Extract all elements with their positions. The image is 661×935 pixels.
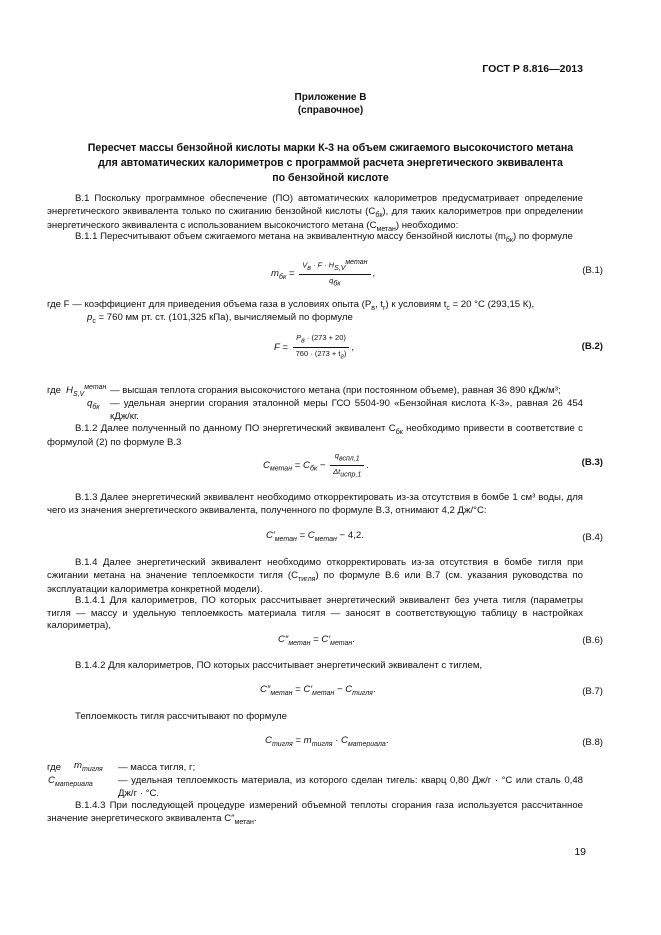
annex-label: Приложение В — [294, 92, 367, 103]
formula-b8: $C_{тигля} = m_{тигля} \cdot C_{материала}$. — [265, 735, 389, 748]
where-q-symbol: $q_{бк}$ — [87, 398, 100, 411]
paragraph-b142: В.1.4.2 Для калориметров, ПО которых рассчитывает энергетический эквивалент с тиглем, — [75, 660, 483, 671]
where-q-definition: — удельная энергии сгорания эталонной меры ГСО 5504-90 «Бензойная кислота К-3», равная 26 454 кДж/кг. — [110, 398, 583, 422]
where-c-symbol: $C_{материала}$ — [48, 775, 93, 788]
annex-title-line: для автоматических калориметров с программой расчета энергетического эквивалента — [98, 157, 563, 170]
formula-b1: $m_{бк}$ = $V_в \cdot F \cdot H_{S,V}^{метан}$ $q_{бк}$ , — [271, 259, 376, 288]
where-c-definition: — удельная теплоемкость материала, из которого сделан тигель: кварц 0,80 Дж/г · °С или сталь 0,48 Дж/г · °С. — [118, 775, 583, 799]
formula-b6: $C''_{метан} = C'_{метан}$. — [278, 634, 355, 647]
paragraph-b13: В.1.3 Далее энергетический эквивалент необходимо откорректировать из-за отсутствия в бомбе 1 см³ воды, для чего из значения энергетического эквивалента, полученного по формуле В.3, отнимают 4,2 Дж/°С: — [47, 492, 583, 516]
paragraph-b1: В.1 Поскольку программное обеспечение (ПО) автоматических калориметров предусматривает определение энергетического эквивалента только по сжиганию бензойной кислоты $(C_{бк})$, для таких калориметров при определении энергетического эквивалента с использованием высокочистого метана $(C_{метан})$ необходимо: — [47, 193, 583, 233]
annex-status: (справочное) — [297, 105, 364, 116]
formula-b7: $C''_{метан} = C'_{метан} - C_{тигля}$. — [260, 684, 376, 697]
equation-number: (В.2) — [581, 341, 603, 352]
equation-number: (В.6) — [582, 635, 603, 646]
page-number: 19 — [574, 846, 586, 858]
formula-b4: $C'_{метан} = C_{метан} - 4,2$. — [266, 530, 364, 543]
equation-number: (В.1) — [582, 265, 603, 276]
annex-title — [60, 141, 601, 186]
paragraph-b143: В.1.4.3 При последующей процедуре измерений объемной теплоты сгорания газа используется рассчитанное значение энергетического эквивалента $C''_{метан}$. — [47, 800, 583, 826]
where-m-label: где — [47, 762, 62, 773]
paragraph-heat-capacity: Теплоемкость тигля рассчитывают по формуле — [75, 711, 287, 722]
annex-title-line: Пересчет массы бензойной кислоты марки К-3 на объем сжигаемого высокочистого метана — [87, 142, 574, 154]
equation-number: (В.7) — [582, 686, 603, 697]
document-code: ГОСТ Р 8.816—2013 — [482, 63, 583, 75]
where-f: где F — коэффициент для приведения объема газа в условиях опыта ($P_в$, $t_г$) к условиям $t_с = 20$ °C (293,15 К), — [47, 299, 535, 312]
where-h-label: где — [47, 385, 62, 396]
equation-number: (В.8) — [582, 737, 603, 748]
formula-b3: $C_{метан} = C_{бк}$ − $q_{вспл,1}$ $\Delta t_{испр,1}$ . — [263, 451, 369, 479]
formula-b2: F = $P_в \cdot (273 + 20)$ $760 \cdot (273 + t_г)$ , — [274, 333, 355, 361]
where-f-line2: $p_с = 760$ мм рт. ст. (101,325 кПа), вычисляемый по формуле — [87, 312, 353, 325]
equation-number: (В.3) — [581, 457, 603, 468]
where-h-symbol: $H_{S,V}^{метан}$ — [66, 384, 107, 399]
paragraph-b12: В.1.2 Далее полученный по данному ПО энергетический эквивалент $C_{бк}$ необходимо привести в соответствие с формулой (2) по формуле В.3 — [47, 423, 583, 449]
annex-title-line: по бензойной кислоте — [272, 172, 389, 185]
where-m-symbol: $m_{тигля}$ — [74, 760, 103, 773]
paragraph-b14: В.1.4 Далее энергетический эквивалент необходимо откорректировать из-за отсутствия в бомбе тигля при сжигании метана на значение теплоемкости тигля $(C_{тигля})$ по формуле В.6 или В.7 (см. указания руководства по эксплуатации калориметра конкретной модели). — [47, 557, 583, 595]
paragraph-b141: В.1.4.1 Для калориметров, ПО которых рассчитывает энергетический эквивалент без учета тигля (параметры тигля — массу и удельную теплоемкость материала тигля — заносят в соответствующую таблицу в настройках калориметра), — [47, 595, 583, 632]
where-h-definition: — высшая теплота сгорания высокочистого метана (при постоянном объеме), равная 36 890 кДж/м³; — [110, 385, 561, 396]
paragraph-b11: В.1.1 Пересчитывают объем сжигаемого метана на эквивалентную массу бензойной кислоты $(m_{бк})$ по формуле — [75, 231, 573, 244]
where-m-definition: — масса тигля, г; — [118, 762, 196, 773]
equation-number: (В.4) — [582, 532, 603, 543]
